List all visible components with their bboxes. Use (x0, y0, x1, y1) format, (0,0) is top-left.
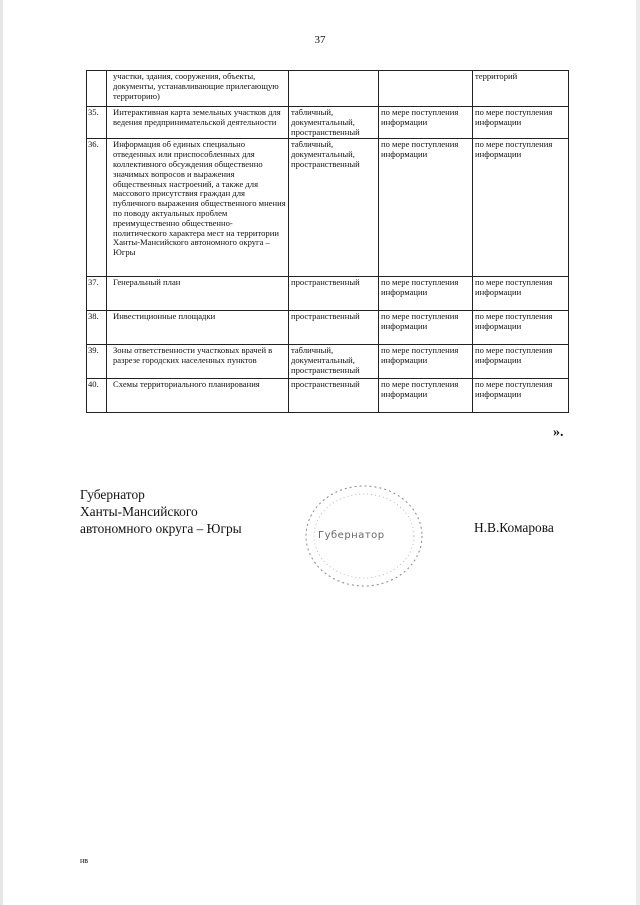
row-update: по мере поступления информации (473, 311, 569, 345)
row-period: по мере поступления информации (379, 379, 473, 413)
row-period: по мере поступления информации (379, 107, 473, 139)
row-name: Генеральный план (107, 277, 289, 311)
row-update: по мере поступления информации (473, 107, 569, 139)
closing-quote: ». (553, 425, 564, 440)
row-update: по мере поступления информации (473, 277, 569, 311)
row-name: Инвестиционные площадки (107, 311, 289, 345)
page-number: 37 (314, 34, 326, 46)
table-row (87, 71, 569, 107)
row-name: Информация об единых специально отведенных или приспособленных для коллективного обсуждения общественно значимых вопросов и выражения общественных настроений, а также для массового присутствия граждан для публичного выражения общественного мнения по поводу актуальных проблем преимущественно общественно-политического характера мест на территории Ханты-Мансийского автономного округа – Югры (107, 139, 289, 277)
scan-right-edge (636, 0, 640, 905)
row-update: по мере поступления информации (473, 345, 569, 379)
row-number: 35. (87, 107, 107, 139)
row-format: табличный, документальный, пространственный (289, 139, 379, 277)
row-number: 40. (87, 379, 107, 413)
signer-title-line3: автономного округа – Югры (80, 521, 242, 536)
row-name: Интерактивная карта земельных участков для ведения предпринимательской деятельности (107, 107, 289, 139)
row-name: Зоны ответственности участковых врачей в разрезе городских населенных пунктов (107, 345, 289, 379)
row-period (379, 71, 473, 107)
table-row (87, 107, 569, 139)
table-row (87, 277, 569, 311)
row-number: 39. (87, 345, 107, 379)
row-format: пространственный (289, 277, 379, 311)
row-number: 37. (87, 277, 107, 311)
row-name: Схемы территориального планирования (107, 379, 289, 413)
information-table (86, 70, 569, 413)
signer-title-line2: Ханты-Мансийского (80, 504, 198, 519)
row-name: участки, здания, сооружения, объекты, документы, устанавливающие прилегающую территорию) (107, 71, 289, 107)
row-format: пространственный (289, 311, 379, 345)
table-row (87, 345, 569, 379)
seal-text: Губернатор (318, 530, 385, 541)
signature-block (80, 486, 242, 537)
margin-mark: нв (80, 856, 89, 865)
row-period: по мере поступления информации (379, 139, 473, 277)
scan-left-edge (0, 0, 3, 905)
signer-name: Н.В.Комарова (474, 520, 554, 535)
row-period: по мере поступления информации (379, 311, 473, 345)
row-format (289, 71, 379, 107)
row-update: по мере поступления информации (473, 139, 569, 277)
signer-title-line1: Губернатор (80, 487, 145, 502)
row-update: по мере поступления информации (473, 379, 569, 413)
row-number: 36. (87, 139, 107, 277)
row-format: табличный, документальный, пространственный (289, 107, 379, 139)
row-period: по мере поступления информации (379, 277, 473, 311)
row-update: территорий (473, 71, 569, 107)
row-format: табличный, документальный, пространственный (289, 345, 379, 379)
row-number (87, 71, 107, 107)
row-number: 38. (87, 311, 107, 345)
table-row (87, 379, 569, 413)
table-row (87, 139, 569, 277)
table-row (87, 311, 569, 345)
row-period: по мере поступления информации (379, 345, 473, 379)
row-format: пространственный (289, 379, 379, 413)
